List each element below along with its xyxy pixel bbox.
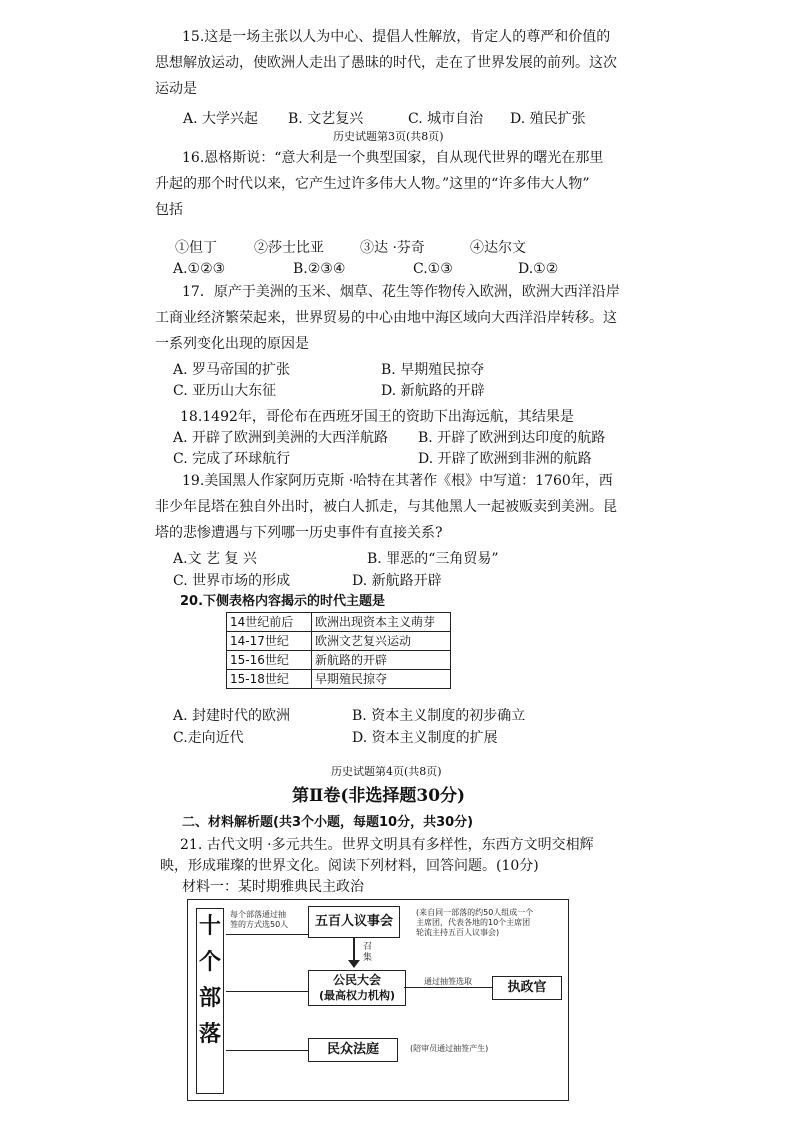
connector-line [226, 1050, 308, 1051]
q19-option-d: D. 新航路开辟 [352, 573, 442, 589]
table-row [227, 670, 451, 689]
table-cell: 15-18世纪 [227, 670, 312, 689]
ten-tribes-box [196, 908, 224, 1094]
q16-option-b: B.②③④ [293, 261, 346, 277]
q15-option-b: B. 文艺复兴 [288, 111, 364, 127]
q15-line-1: 15.这是一场主张以人为中心、提倡人性解放，肯定人的尊严和价值的 [182, 29, 611, 45]
q19-option-b: B. 罪恶的“三角贸易” [367, 551, 499, 567]
q20-line: 20.下侧表格内容揭示的时代主题是 [180, 594, 386, 609]
q17-option-d: D. 新航路的开辟 [381, 383, 485, 399]
table-row [227, 613, 451, 632]
q16-option-c: C.①③ [413, 261, 453, 277]
q17-line-1: 17．原产于美洲的玉米、烟草、花生等作物传入欧洲，欧洲大西洋沿岸 [182, 284, 620, 300]
q17-option-c: C. 亚历山大东征 [173, 383, 277, 399]
q18-option-b: B. 开辟了欧洲到达印度的航路 [418, 430, 606, 446]
q16-option-d: D.①② [518, 261, 559, 277]
q17-line-2: 工商业经济繁荣起来，世界贸易的中心由地中海区域向大西洋沿岸转移。这 [155, 310, 617, 326]
q18-option-c: C. 完成了环球航行 [173, 451, 291, 467]
q21-material1: 材料一：某时期雅典民主政治 [182, 879, 364, 895]
tribe-char: 十 [198, 914, 221, 939]
part2-title: 第Ⅱ卷(非选择题30分) [292, 786, 466, 806]
table-cell: 15-16世纪 [227, 651, 312, 670]
arrow-head-icon [348, 960, 360, 968]
table-row [227, 651, 451, 670]
section2-heading: 二、材料解析题(共3个小题，每题10分，共30分) [182, 815, 474, 830]
connector-line [404, 987, 492, 988]
q17-option-a: A. 罗马帝国的扩张 [173, 362, 291, 378]
connector-line [226, 934, 308, 935]
archon-box: 执政官 [492, 976, 562, 1000]
q15-option-a: A. 大学兴起 [183, 111, 259, 127]
q16-item-3: ③达 ·芬奇 [360, 240, 425, 256]
assembly-box: 公民大会 (最高权力机构) [308, 970, 406, 1006]
q16-line-2: 升起的那个时代以来，它产生过许多伟大人物。”这里的“许多伟大人物” [155, 176, 590, 192]
connector-line [226, 991, 308, 992]
table-cell: 早期殖民掠夺 [312, 670, 451, 689]
q20-option-b: B. 资本主义制度的初步确立 [352, 708, 526, 724]
q18-line: 18.1492年，哥伦布在西班牙国王的资助下出海远航，其结果是 [180, 409, 574, 425]
q20-option-c: C.走向近代 [173, 730, 244, 746]
q16-item-1: ①但丁 [175, 240, 217, 256]
q16-item-2: ②莎士比亚 [254, 240, 324, 256]
q15-line-3: 运动是 [155, 81, 197, 97]
table-cell: 14-17世纪 [227, 632, 312, 651]
summon-arrow [353, 938, 355, 962]
q19-option-a: A.文 艺 复 兴 [173, 551, 257, 567]
summon-label: 召 集 [363, 942, 373, 963]
era-table [226, 612, 451, 689]
table-cell: 欧洲出现资本主义萌芽 [312, 613, 451, 632]
table-cell: 14世纪前后 [227, 613, 312, 632]
page-footer-4: 历史试题第4页(共8页) [331, 765, 442, 778]
q21-line-1: 21. 古代文明 ·多元共生。世界文明具有多样性，东西方文明交相辉 [180, 837, 594, 853]
tribe-char: 个 [198, 950, 221, 975]
q20-option-a: A. 封建时代的欧洲 [173, 708, 291, 724]
table-row [227, 632, 451, 651]
q15-option-c: C. 城市自治 [408, 111, 484, 127]
table-cell: 新航路的开辟 [312, 651, 451, 670]
council-note: (来自同一部落的约50人组成一个 主席团，代表各地的10个主席团 轮流主持五百人议事会) [416, 908, 534, 937]
tribe-char: 落 [198, 1022, 221, 1047]
q20-option-d: D. 资本主义制度的扩展 [352, 730, 498, 746]
table-cell: 欧洲文艺复兴运动 [312, 632, 451, 651]
q19-line-2: 非少年昆塔在独自外出时，被白人抓走，与其他黑人一起被贩卖到美洲。昆 [155, 499, 617, 515]
q17-option-b: B. 早期殖民掠夺 [381, 362, 485, 378]
note-lottery-50: 每个部落通过抽 签的方式选50人 [230, 910, 289, 929]
court-note: (陪审员通过抽签产生) [410, 1044, 489, 1053]
q16-line-3: 包括 [155, 202, 183, 218]
page-footer-3: 历史试题第3页(共8页) [333, 130, 444, 143]
q17-line-3: 一系列变化出现的原因是 [155, 336, 309, 352]
q16-option-a: A.①②③ [173, 261, 226, 277]
q16-line-1: 16.恩格斯说：“意大利是一个典型国家，自从现代世界的曙光在那里 [182, 150, 604, 166]
q19-line-3: 塔的悲惨遭遇与下列哪一历史事件有直接关系? [155, 525, 443, 541]
q15-option-d: D. 殖民扩张 [510, 111, 586, 127]
q16-item-4: ④达尔文 [470, 240, 526, 256]
q15-line-2: 思想解放运动，使欧洲人走出了愚昧的时代，走在了世界发展的前列。这次 [155, 55, 617, 71]
q19-line-1: 19.美国黑人作家阿历克斯 ·哈特在其著作《根》中写道：1760年，西 [182, 473, 613, 489]
lottery-select-note: 通过抽签选取 [424, 977, 472, 986]
council-500-box: 五百人议事会 [308, 906, 400, 938]
q18-option-a: A. 开辟了欧洲到美洲的大西洋航路 [173, 430, 389, 446]
athens-democracy-diagram [187, 899, 569, 1101]
court-box: 民众法庭 [308, 1038, 398, 1062]
q21-line-2: 映，形成璀璨的世界文化。阅读下列材料，回答问题。(10分) [160, 858, 539, 874]
q19-option-c: C. 世界市场的形成 [173, 573, 291, 589]
q18-option-d: D. 开辟了欧洲到非洲的航路 [418, 451, 592, 467]
tribe-char: 部 [198, 986, 221, 1011]
